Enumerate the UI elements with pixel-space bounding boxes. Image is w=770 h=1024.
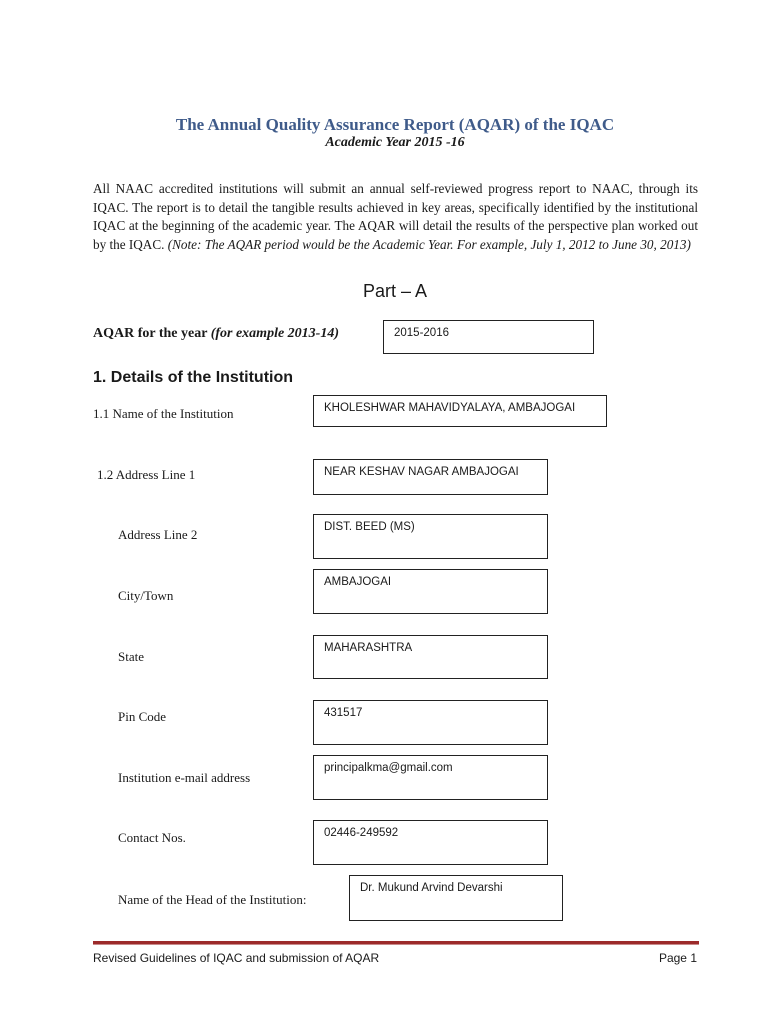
- contact-field[interactable]: 02446-249592: [313, 820, 548, 865]
- intro-note: (Note: The AQAR period would be the Academic Year. For example, July 1, 2012 to June 30, 2013): [167, 236, 691, 252]
- part-heading: Part – A: [362, 281, 428, 301]
- address-line1-label: 1.2 Address Line 1: [97, 467, 196, 482]
- email-field[interactable]: principalkma@gmail.com: [313, 755, 548, 800]
- section-heading-institution: 1. Details of the Institution: [93, 369, 294, 386]
- pin-code-label: Pin Code: [118, 709, 167, 724]
- pin-code-field[interactable]: 431517: [313, 700, 548, 745]
- contact-label: Contact Nos.: [118, 830, 186, 845]
- footer-guidelines-text: Revised Guidelines of IQAC and submission of AQAR: [93, 951, 380, 965]
- address-line1-field[interactable]: NEAR KESHAV NAGAR AMBAJOGAI: [313, 459, 548, 495]
- head-name-field[interactable]: Dr. Mukund Arvind Devarshi: [349, 875, 563, 921]
- state-field[interactable]: MAHARASHTRA: [313, 635, 548, 679]
- aqar-year-field[interactable]: 2015-2016: [383, 320, 594, 354]
- aqar-year-label: [93, 326, 339, 342]
- institution-name-field[interactable]: KHOLESHWAR MAHAVIDYALAYA, AMBAJOGAI: [313, 395, 607, 427]
- aqar-label-text: AQAR for the year: [93, 326, 211, 341]
- email-label: Institution e-mail address: [118, 770, 251, 785]
- academic-year-subtitle: Academic Year 2015 -16: [325, 135, 465, 150]
- city-field[interactable]: AMBAJOGAI: [313, 569, 548, 614]
- head-name-label: Name of the Head of the Institution:: [118, 892, 307, 907]
- document-title: The Annual Quality Assurance Report (AQAR) of the IQAC: [175, 115, 615, 134]
- address-line2-field[interactable]: DIST. BEED (MS): [313, 514, 548, 559]
- state-label: State: [118, 649, 144, 664]
- intro-paragraph: [93, 180, 698, 254]
- address-line2-label: Address Line 2: [118, 527, 198, 542]
- city-label: City/Town: [118, 588, 174, 603]
- intro-text: All NAAC accredited institutions will submit an annual self-reviewed progress report to NAAC, through its IQAC. The report is to detail the tangible results achieved in key areas, specifically identified by the institutional IQAC at the beginning of the academic year. The AQAR will detail the results of the perspective plan worked out by the IQAC.: [93, 181, 698, 252]
- page-number: Page 1: [658, 951, 697, 965]
- institution-name-label: 1.1 Name of the Institution: [93, 406, 234, 421]
- footer-divider: [93, 941, 699, 945]
- aqar-label-example: (for example 2013-14): [210, 326, 339, 341]
